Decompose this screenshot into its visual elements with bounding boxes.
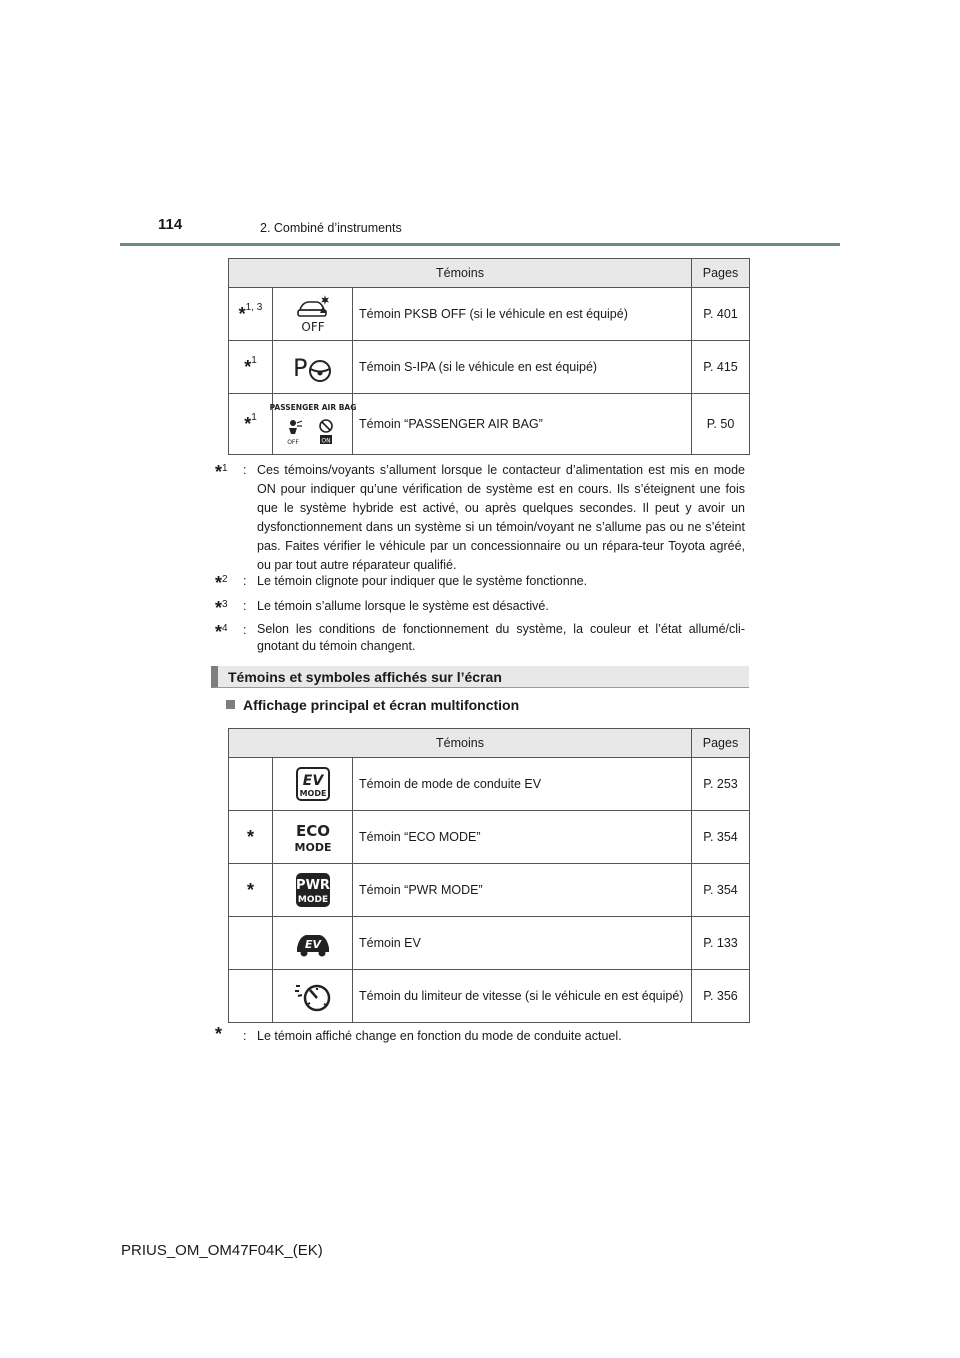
indicator-description: Témoin “PWR MODE”: [353, 864, 692, 917]
footnote-text: Selon les conditions de fonctionnement du système, la couleur et l’état allumé/cli-gnotant du témoin changent.: [257, 622, 745, 653]
footnote-1: [215, 461, 745, 575]
footnote-mark: *$^2$: [215, 573, 228, 593]
footnote-mark: *$^1$: [215, 462, 228, 482]
footnote-4: [215, 621, 745, 655]
indicator-description: Témoin de mode de conduite EV: [353, 758, 692, 811]
footnote-mark: *$^4$: [215, 622, 228, 642]
pwr-mode-icon: [273, 864, 353, 917]
page-reference: P. 50: [692, 394, 750, 455]
section-banner: Témoins et symboles affichés sur l’écran: [211, 666, 749, 688]
indicator-description: Témoin S-IPA (si le véhicule en est équipé): [353, 341, 692, 394]
table-row: [229, 394, 750, 455]
indicator-table-2: [228, 728, 750, 1023]
svg-text:MODE: MODE: [299, 789, 326, 798]
indicator-description: Témoin EV: [353, 917, 692, 970]
footnote-separator: :: [243, 574, 247, 588]
svg-text:P: P: [292, 354, 307, 382]
s-ipa-icon: [273, 341, 353, 394]
indicator-description: Témoin “PASSENGER AIR BAG”: [353, 394, 692, 455]
column-header-pages: Pages: [692, 259, 750, 288]
page-number: 114: [158, 216, 183, 233]
table-row: [229, 917, 750, 970]
svg-text:MODE: MODE: [297, 895, 328, 905]
footnote-mark: [229, 758, 273, 811]
table-header-row: [229, 729, 750, 758]
table-row: [229, 341, 750, 394]
table-row: [229, 758, 750, 811]
page-reference: P. 354: [692, 864, 750, 917]
passenger-airbag-icon: [269, 394, 356, 455]
footnote-text: Le témoin clignote pour indiquer que le système fonctionne.: [257, 574, 588, 588]
footnote-text: Le témoin affiché change en fonction du mode de conduite actuel.: [257, 1029, 622, 1043]
footnote-mark: [229, 917, 273, 970]
page-reference: P. 354: [692, 811, 750, 864]
svg-text:OFF: OFF: [300, 320, 325, 334]
eco-mode-icon: [273, 811, 353, 864]
table-row: [229, 864, 750, 917]
svg-text:MODE: MODE: [294, 841, 331, 854]
subheading: Affichage principal et écran multifonction: [226, 697, 519, 713]
column-header-pages: Pages: [692, 729, 750, 758]
pksb-off-icon: [273, 288, 353, 341]
svg-text:ECO: ECO: [295, 822, 330, 840]
table-row: [229, 288, 750, 341]
ev-icon: [273, 917, 353, 970]
indicator-description: Témoin du limiteur de vitesse (si le véhicule en est équipé): [353, 970, 692, 1023]
speed-limiter-icon: [273, 970, 353, 1023]
column-header-temoins: Témoins: [229, 729, 692, 758]
indicator-table-1: [228, 258, 750, 455]
document-footer: PRIUS_OM_OM47F04K_(EK): [121, 1242, 323, 1259]
column-header-temoins: Témoins: [229, 259, 692, 288]
footnote-mark: *: [215, 1024, 223, 1044]
page-reference: P. 253: [692, 758, 750, 811]
footnote-2: [215, 572, 745, 591]
bullet-square-icon: [226, 700, 235, 709]
footnote-text: Le témoin s’allume lorsque le système est désactivé.: [257, 599, 549, 613]
footnote-3: [215, 597, 745, 616]
page-reference: P. 415: [692, 341, 750, 394]
svg-text:EV: EV: [302, 773, 323, 789]
table-row: [229, 970, 750, 1023]
table-header-row: [229, 259, 750, 288]
footnote-text: Ces témoins/voyants s’allument lorsque le contacteur d’alimentation est mis en mode ON pour indiquer qu’une vérification de système est en cours. Ils s’éteignent une fois que le système hybride est activé, ou après quelques secondes. Il peut y avoir un dysfonctionnement dans un système si un témoin/voyant ne s’allume pas ou ne s’éteint pas. Faites vérifier le véhicule par un concessionnaire ou un répara-teur Toyota agréé, ou par tout autre réparateur qualifié.: [257, 463, 745, 572]
footnote-mark: *$^3$: [215, 598, 228, 618]
footnote-separator: :: [243, 623, 247, 637]
indicator-description: Témoin “ECO MODE”: [353, 811, 692, 864]
footnote-separator: :: [243, 1029, 247, 1043]
footnote-mark: [229, 970, 273, 1023]
bottom-note: [215, 1024, 745, 1046]
footnote-separator: :: [243, 463, 247, 477]
footnote-separator: :: [243, 599, 247, 613]
indicator-description: Témoin PKSB OFF (si le véhicule en est équipé): [353, 288, 692, 341]
footnote-mark: *: [229, 864, 273, 917]
svg-text:ON: ON: [320, 437, 331, 445]
footnote-mark: *$^1$: [229, 341, 273, 394]
table-row: [229, 811, 750, 864]
svg-text:PWR: PWR: [295, 878, 330, 893]
footnote-mark: *$^1$: [229, 394, 273, 455]
page-reference: P. 356: [692, 970, 750, 1023]
svg-text:PASSENGER AIR BAG: PASSENGER AIR BAG: [269, 403, 356, 412]
ev-mode-icon: [273, 758, 353, 811]
header-rule: [120, 243, 840, 246]
svg-text:OFF: OFF: [286, 439, 299, 446]
page-reference: P. 401: [692, 288, 750, 341]
section-title: 2. Combiné d’instruments: [260, 221, 402, 235]
footnote-mark: *$^{1, 3}$: [229, 288, 273, 341]
svg-text:EV: EV: [304, 938, 321, 951]
footnote-mark: *: [229, 811, 273, 864]
page-reference: P. 133: [692, 917, 750, 970]
